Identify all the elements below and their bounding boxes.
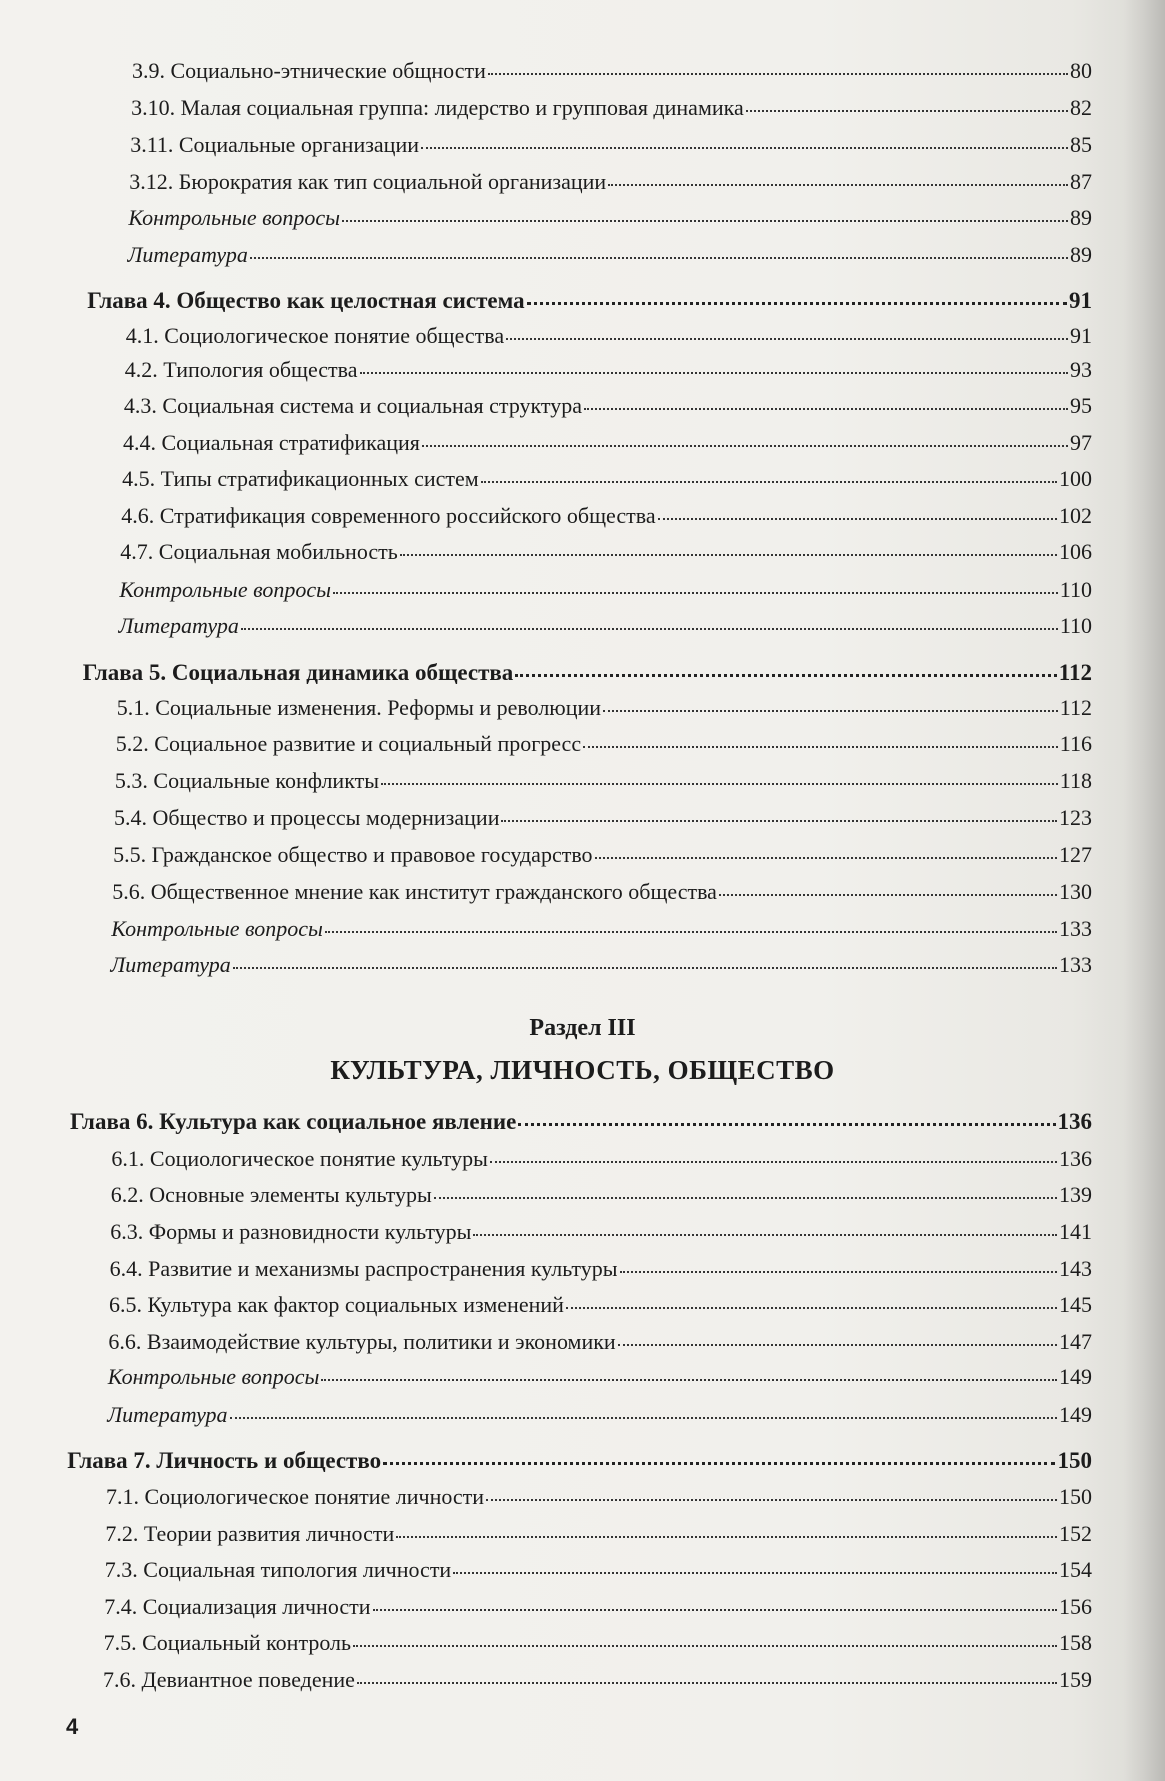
page-spine-shadow (1123, 0, 1165, 1781)
toc-page-number: 133 (1058, 916, 1092, 941)
toc-entry-row (112, 879, 1092, 905)
dot-leader (373, 1607, 1057, 1611)
toc-entry-label: 4.4. Социальная стратификация (123, 430, 420, 455)
toc-page-number: 130 (1058, 879, 1092, 904)
toc-page-number: 154 (1058, 1557, 1092, 1582)
toc-entry-row (108, 1364, 1092, 1390)
toc-entry-label: 6.5. Культура как фактор социальных изменений (109, 1292, 564, 1317)
toc-chapter-row (83, 660, 1092, 686)
toc-page-number: 93 (1069, 357, 1092, 382)
toc-entry-label: 6.2. Основные элементы культуры (110, 1182, 432, 1207)
toc-entry-row (110, 1219, 1092, 1245)
toc-entry-label: 5.6. Общественное мнение как институт гражданского общества (112, 879, 717, 904)
dot-leader (583, 744, 1058, 748)
dot-leader (481, 479, 1057, 483)
dot-leader (333, 590, 1058, 594)
toc-entry-label: 4.2. Типология общества (124, 357, 358, 382)
toc-entry-label: 3.12. Бюрократия как тип социальной организации (129, 169, 607, 194)
toc-page-number: 89 (1070, 242, 1092, 267)
toc-entry-label: 3.11. Социальные организации (130, 132, 419, 157)
toc-entry-row (122, 466, 1092, 492)
toc-page-number: 102 (1058, 503, 1092, 528)
toc-page-number: 147 (1058, 1329, 1092, 1354)
toc-page-number: 149 (1058, 1364, 1092, 1389)
toc-entry-row (104, 1594, 1092, 1620)
toc-entry-row (103, 1667, 1092, 1693)
toc-page-number: 95 (1069, 393, 1092, 418)
toc-page-number: 141 (1058, 1219, 1092, 1244)
toc-entry-label: 7.2. Теории развития личности (105, 1521, 395, 1546)
toc-page-number: 91 (1068, 288, 1092, 313)
toc-entry-row (110, 952, 1092, 978)
toc-entry-label: 7.6. Девиантное поведение (103, 1667, 355, 1692)
toc-page-number: 159 (1059, 1667, 1092, 1692)
toc-page-number: 145 (1059, 1292, 1092, 1317)
toc-page-number: 97 (1070, 430, 1092, 455)
dot-leader (233, 965, 1057, 969)
dot-leader (381, 781, 1058, 785)
toc-page-number: 112 (1058, 660, 1092, 685)
toc-page-number: 133 (1058, 952, 1092, 977)
dot-leader (566, 1305, 1057, 1309)
toc-entry-label: Литература (127, 242, 248, 267)
toc-page-number: 85 (1069, 132, 1092, 157)
toc-page-number: 110 (1059, 613, 1092, 638)
toc-page-number: 150 (1057, 1448, 1092, 1473)
toc-page-number: 118 (1059, 768, 1092, 793)
section-title: КУЛЬТУРА, ЛИЧНОСТЬ, ОБЩЕСТВО (330, 1055, 835, 1085)
toc-page-number: 136 (1058, 1146, 1092, 1171)
toc-entry-label: 6.6. Взаимодействие культуры, политики и экономики (108, 1329, 616, 1354)
toc-page-number: 136 (1057, 1109, 1092, 1134)
toc-page-number: 100 (1058, 466, 1092, 491)
dot-leader (360, 370, 1068, 374)
toc-entry-row (109, 1292, 1092, 1318)
dot-leader (490, 1159, 1057, 1163)
toc-entry-row (105, 1521, 1092, 1547)
dot-leader (230, 1415, 1057, 1419)
toc-entry-label: 6.3. Формы и разновидности культуры (110, 1219, 472, 1244)
dot-leader (396, 1534, 1057, 1538)
dot-leader (501, 818, 1057, 822)
dot-leader (353, 1643, 1057, 1647)
toc-page-number: 116 (1059, 731, 1092, 756)
toc-entry-row (115, 768, 1092, 794)
toc-entry-label: Глава 5. Социальная динамика общества (82, 660, 514, 685)
toc-page-number: 143 (1058, 1256, 1092, 1281)
toc-entry-label: 7.3. Социальная типология личности (104, 1557, 452, 1582)
toc-chapter-row (70, 1109, 1092, 1135)
toc-entry-label: 3.10. Малая социальная группа: лидерство и групповая динамика (131, 95, 744, 120)
toc-entry-row (105, 1557, 1092, 1583)
toc-entry-label: 4.6. Стратификация современного российского общества (121, 503, 656, 528)
toc-entry-row (126, 323, 1092, 349)
toc-page-number: 150 (1059, 1484, 1092, 1509)
toc-entry-row (107, 1402, 1092, 1428)
toc-page-number: 152 (1058, 1521, 1092, 1546)
dot-leader (515, 672, 1056, 677)
dot-leader (325, 929, 1057, 933)
dot-leader (746, 108, 1068, 112)
toc-page-number: 110 (1059, 577, 1092, 602)
dot-leader (400, 552, 1057, 556)
dot-leader (608, 182, 1068, 186)
toc-page-number: 106 (1058, 539, 1092, 564)
dot-leader (488, 71, 1068, 75)
dot-leader (506, 336, 1068, 340)
toc-entry-label: Глава 7. Личность и общество (67, 1448, 382, 1473)
toc-page-number: 139 (1058, 1182, 1092, 1207)
dot-leader (584, 406, 1068, 410)
dot-leader (518, 1121, 1055, 1126)
toc-entry-row (119, 577, 1092, 603)
toc-entry-label: 5.3. Социальные конфликты (114, 768, 379, 793)
dot-leader (383, 1460, 1055, 1465)
toc-entry-row (113, 842, 1092, 868)
toc-entry-row (114, 805, 1092, 831)
toc-page-number: 80 (1070, 58, 1092, 83)
toc-entry-row (111, 1146, 1092, 1172)
toc-page-number: 82 (1069, 95, 1092, 120)
dot-leader (342, 218, 1068, 222)
toc-chapter-row (67, 1448, 1092, 1474)
toc-entry-row (121, 503, 1092, 529)
toc-entry-label: 5.5. Гражданское общество и правовое государство (113, 842, 593, 867)
toc-entry-row (108, 1329, 1092, 1355)
toc-entry-label: Контрольные вопросы (128, 205, 341, 230)
toc-entry-row (123, 430, 1092, 456)
toc-entry-label: Литература (118, 613, 239, 638)
page-folio: 4 (66, 1714, 79, 1739)
toc-entry-row (131, 95, 1092, 121)
toc-entry-label: 7.4. Социализация личности (104, 1594, 371, 1619)
toc-entry-row (129, 169, 1092, 195)
toc-entry-label: Контрольные вопросы (119, 577, 332, 602)
toc-entry-row (119, 613, 1093, 639)
dot-leader (421, 145, 1068, 149)
dot-leader (422, 443, 1068, 447)
toc-entry-row (110, 1256, 1092, 1282)
toc-entry-label: 3.9. Социально-этнические общности (132, 58, 486, 83)
toc-page-number: 156 (1058, 1594, 1092, 1619)
toc-entry-label: 5.4. Общество и процессы модернизации (114, 805, 500, 830)
toc-entry-label: 4.5. Типы стратификационных систем (122, 466, 479, 491)
dot-leader (250, 255, 1068, 259)
toc-entry-row (124, 393, 1092, 419)
toc-entry-label: 4.3. Социальная система и социальная структура (123, 393, 583, 418)
dot-leader (618, 1342, 1057, 1346)
toc-chapter-row (87, 288, 1092, 314)
toc-entry-label: 7.5. Социальный контроль (103, 1630, 352, 1655)
dot-leader (434, 1195, 1057, 1199)
toc-entry-row (128, 242, 1093, 268)
dot-leader (453, 1570, 1057, 1574)
toc-entry-row (111, 916, 1092, 942)
toc-page-number: 91 (1069, 323, 1092, 348)
toc-entry-row (117, 695, 1092, 721)
dot-leader (486, 1497, 1057, 1501)
toc-entry-label: Контрольные вопросы (111, 916, 323, 941)
toc-page-number: 112 (1059, 695, 1092, 720)
dot-leader (620, 1269, 1057, 1273)
toc-entry-label: Глава 6. Культура как социальное явление (70, 1109, 517, 1134)
toc-entry-label: 6.4. Развитие и механизмы распространения культуры (109, 1256, 618, 1281)
toc-page-number: 87 (1069, 169, 1092, 194)
dot-leader (241, 626, 1058, 630)
toc-entry-row (111, 1182, 1092, 1208)
toc-entry-row (128, 205, 1092, 231)
dot-leader (595, 855, 1057, 859)
toc-entry-row (120, 539, 1092, 565)
section-number: Раздел III (529, 1015, 636, 1041)
toc-entry-label: 5.2. Социальное развитие и социальный прогресс (115, 731, 582, 756)
toc-entry-label: 4.7. Социальная мобильность (120, 539, 398, 564)
toc-entry-row (116, 731, 1092, 757)
toc-entry-row (130, 132, 1092, 158)
toc-page-number: 127 (1058, 842, 1092, 867)
toc-entry-row (106, 1484, 1092, 1510)
toc-entry-label: Глава 4. Общество как целостная система (87, 288, 525, 313)
dot-leader (603, 708, 1058, 712)
toc-entry-label: 5.1. Социальные изменения. Реформы и революции (116, 695, 602, 720)
toc-entry-label: Литература (107, 1402, 228, 1427)
dot-leader (658, 516, 1057, 520)
dot-leader (321, 1377, 1057, 1381)
toc-entry-label: 4.1. Социологическое понятие общества (125, 323, 505, 348)
dot-leader (719, 892, 1057, 896)
dot-leader (527, 300, 1067, 305)
toc-entry-row (125, 357, 1092, 383)
toc-page-number: 123 (1059, 805, 1092, 830)
toc-entry-label: 6.1. Социологическое понятие культуры (111, 1146, 488, 1171)
dot-leader (473, 1232, 1057, 1236)
toc-entry-label: Литература (110, 952, 231, 977)
toc-entry-label: Контрольные вопросы (107, 1364, 320, 1389)
toc-page-number: 149 (1058, 1402, 1092, 1427)
toc-page-number: 89 (1069, 205, 1092, 230)
dot-leader (357, 1680, 1057, 1684)
toc-entry-label: 7.1. Социологическое понятие личности (106, 1484, 485, 1509)
toc-entry-row (132, 58, 1092, 84)
toc-entry-row (104, 1630, 1092, 1656)
toc-page-number: 158 (1058, 1630, 1092, 1655)
